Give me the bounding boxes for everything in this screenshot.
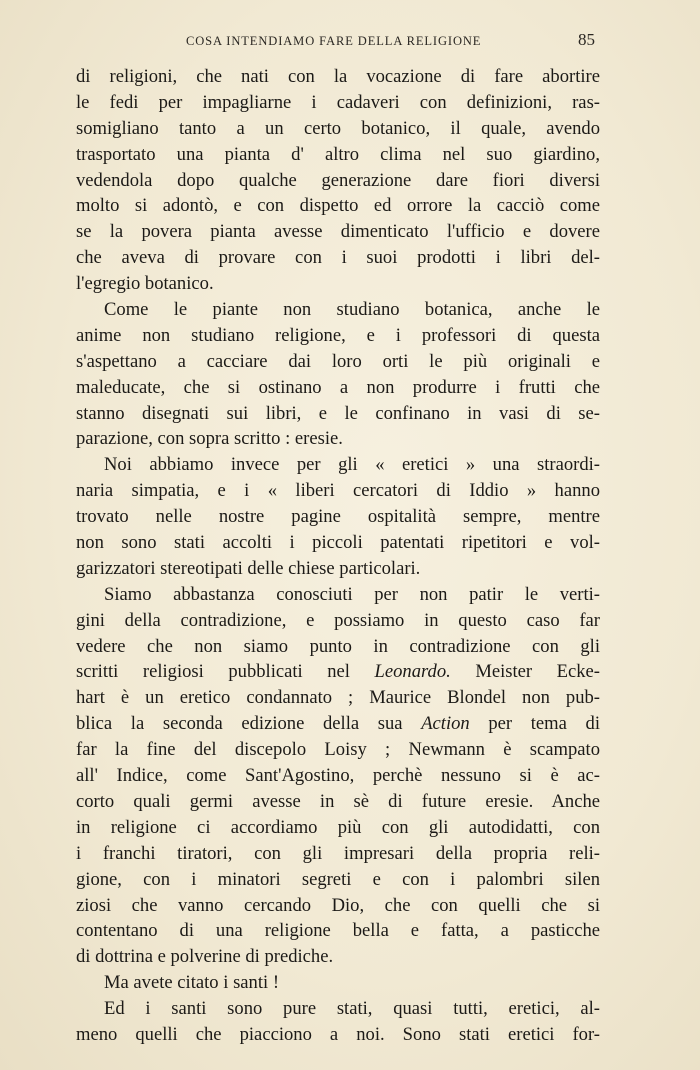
text-line — [76, 64, 600, 90]
text-line — [76, 1022, 600, 1048]
text-line — [76, 556, 600, 582]
text-line — [76, 685, 600, 711]
page-number: 85 — [578, 30, 595, 49]
text-line — [76, 867, 600, 893]
text-segment: scritti religiosi pubblicati nel — [76, 661, 375, 683]
italic-title: Action — [421, 713, 470, 735]
text-segment: vedere che non siamo punto in contradizione con gli — [76, 635, 600, 657]
text-line — [76, 608, 600, 634]
text-segment: Ma avete citato i santi ! — [104, 972, 280, 994]
text-segment: Ed i santi sono pure stati, quasi tutti, eretici, al- — [104, 998, 600, 1020]
text-line — [76, 711, 600, 737]
text-line — [76, 271, 600, 297]
text-line — [76, 918, 600, 944]
text-line — [76, 944, 600, 970]
text-segment: hart è un eretico condannato ; Maurice Blondel non pub- — [76, 687, 600, 709]
text-segment: Siamo abbastanza conosciuti per non patir le verti- — [104, 583, 600, 605]
text-segment: non sono stati accolti i piccoli patentati ripetitori e vol- — [76, 532, 600, 554]
text-segment: ziosi che vanno cercando Dio, che con quelli che si — [76, 894, 600, 916]
text-segment: Come le piante non studiano botanica, anche le — [104, 299, 600, 321]
text-segment: trasportato una pianta d' altro clima nel suo giardino, — [76, 143, 600, 165]
text-line — [76, 323, 600, 349]
page-header — [0, 30, 700, 54]
text-segment: in religione ci accordiamo più con gli autodidatti, con — [76, 816, 600, 838]
text-segment: meno quelli che piacciono a noi. Sono stati eretici for- — [76, 1023, 600, 1045]
text-line — [76, 530, 600, 556]
text-line — [76, 970, 600, 996]
text-line — [76, 168, 600, 194]
text-line — [76, 737, 600, 763]
italic-title: Leonardo. — [374, 661, 451, 683]
text-line — [76, 245, 600, 271]
text-line — [76, 426, 600, 452]
text-line — [76, 116, 600, 142]
text-line — [76, 634, 600, 660]
text-segment: all' Indice, come Sant'Agostino, perchè nessuno si è ac- — [76, 765, 600, 787]
text-line — [76, 297, 600, 323]
text-line — [76, 401, 600, 427]
text-segment: far la fine del discepolo Loisy ; Newmann è scampato — [76, 739, 600, 761]
text-segment: Noi abbiamo invece per gli « eretici » una straordi- — [104, 454, 600, 476]
text-line — [76, 142, 600, 168]
text-line — [76, 996, 600, 1022]
text-line — [76, 478, 600, 504]
text-line — [76, 659, 600, 685]
text-segment: per tema di — [469, 713, 600, 735]
text-line — [76, 90, 600, 116]
text-segment: corto quali germi avesse in sè di future eresie. Anche — [76, 790, 600, 812]
text-segment: le fedi per impagliarne i cadaveri con definizioni, ras- — [76, 91, 600, 113]
running-title: COSA INTENDIAMO FARE DELLA RELIGIONE — [186, 34, 482, 48]
text-segment: stanno disegnati sui libri, e le confinano in vasi di se- — [76, 402, 600, 424]
text-line — [76, 841, 600, 867]
text-segment: maleducate, che si ostinano a non produrre i frutti che — [76, 376, 600, 398]
text-segment: i franchi tiratori, con gli impresari della propria reli- — [76, 842, 600, 864]
text-segment: di dottrina e polverine di prediche. — [76, 946, 334, 968]
body-text — [76, 64, 600, 1048]
text-segment: s'aspettano a cacciare dai loro orti le più originali e — [76, 350, 600, 372]
text-segment: se la povera pianta avesse dimenticato l'ufficio e dovere — [76, 221, 600, 243]
text-segment: gini della contradizione, e possiamo in questo caso far — [76, 609, 600, 631]
text-segment: contentano di una religione bella e fatta, a pasticche — [76, 920, 600, 942]
text-line — [76, 893, 600, 919]
text-line — [76, 375, 600, 401]
text-segment: che aveva di provare con i suoi prodotti i libri del- — [76, 247, 600, 269]
text-segment: gione, con i minatori segreti e con i palombri silen — [76, 868, 600, 890]
text-line — [76, 193, 600, 219]
text-line — [76, 219, 600, 245]
text-segment: somigliano tanto a un certo botanico, il quale, avendo — [76, 117, 600, 139]
text-segment: garizzatori stereotipati delle chiese particolari. — [76, 557, 421, 579]
text-line — [76, 763, 600, 789]
text-line — [76, 789, 600, 815]
text-line — [76, 582, 600, 608]
text-line — [76, 815, 600, 841]
text-segment: vedendola dopo qualche generazione dare fiori diversi — [76, 169, 600, 191]
text-segment: molto si adontò, e con dispetto ed orrore la cacciò come — [76, 195, 600, 217]
text-line — [76, 504, 600, 530]
text-segment: anime non studiano religione, e i professori di questa — [76, 324, 600, 346]
text-segment: trovato nelle nostre pagine ospitalità sempre, mentre — [76, 506, 600, 528]
text-segment: parazione, con sopra scritto : eresie. — [76, 428, 343, 450]
text-segment: di religioni, che nati con la vocazione di fare abortire — [76, 66, 600, 87]
text-line — [76, 452, 600, 478]
text-segment: Meister Ecke- — [450, 661, 600, 683]
text-line — [76, 349, 600, 375]
text-segment: blica la seconda edizione della sua — [76, 713, 422, 735]
text-segment: l'egregio botanico. — [76, 273, 214, 295]
text-segment: naria simpatia, e i « liberi cercatori di Iddio » hanno — [76, 480, 600, 502]
